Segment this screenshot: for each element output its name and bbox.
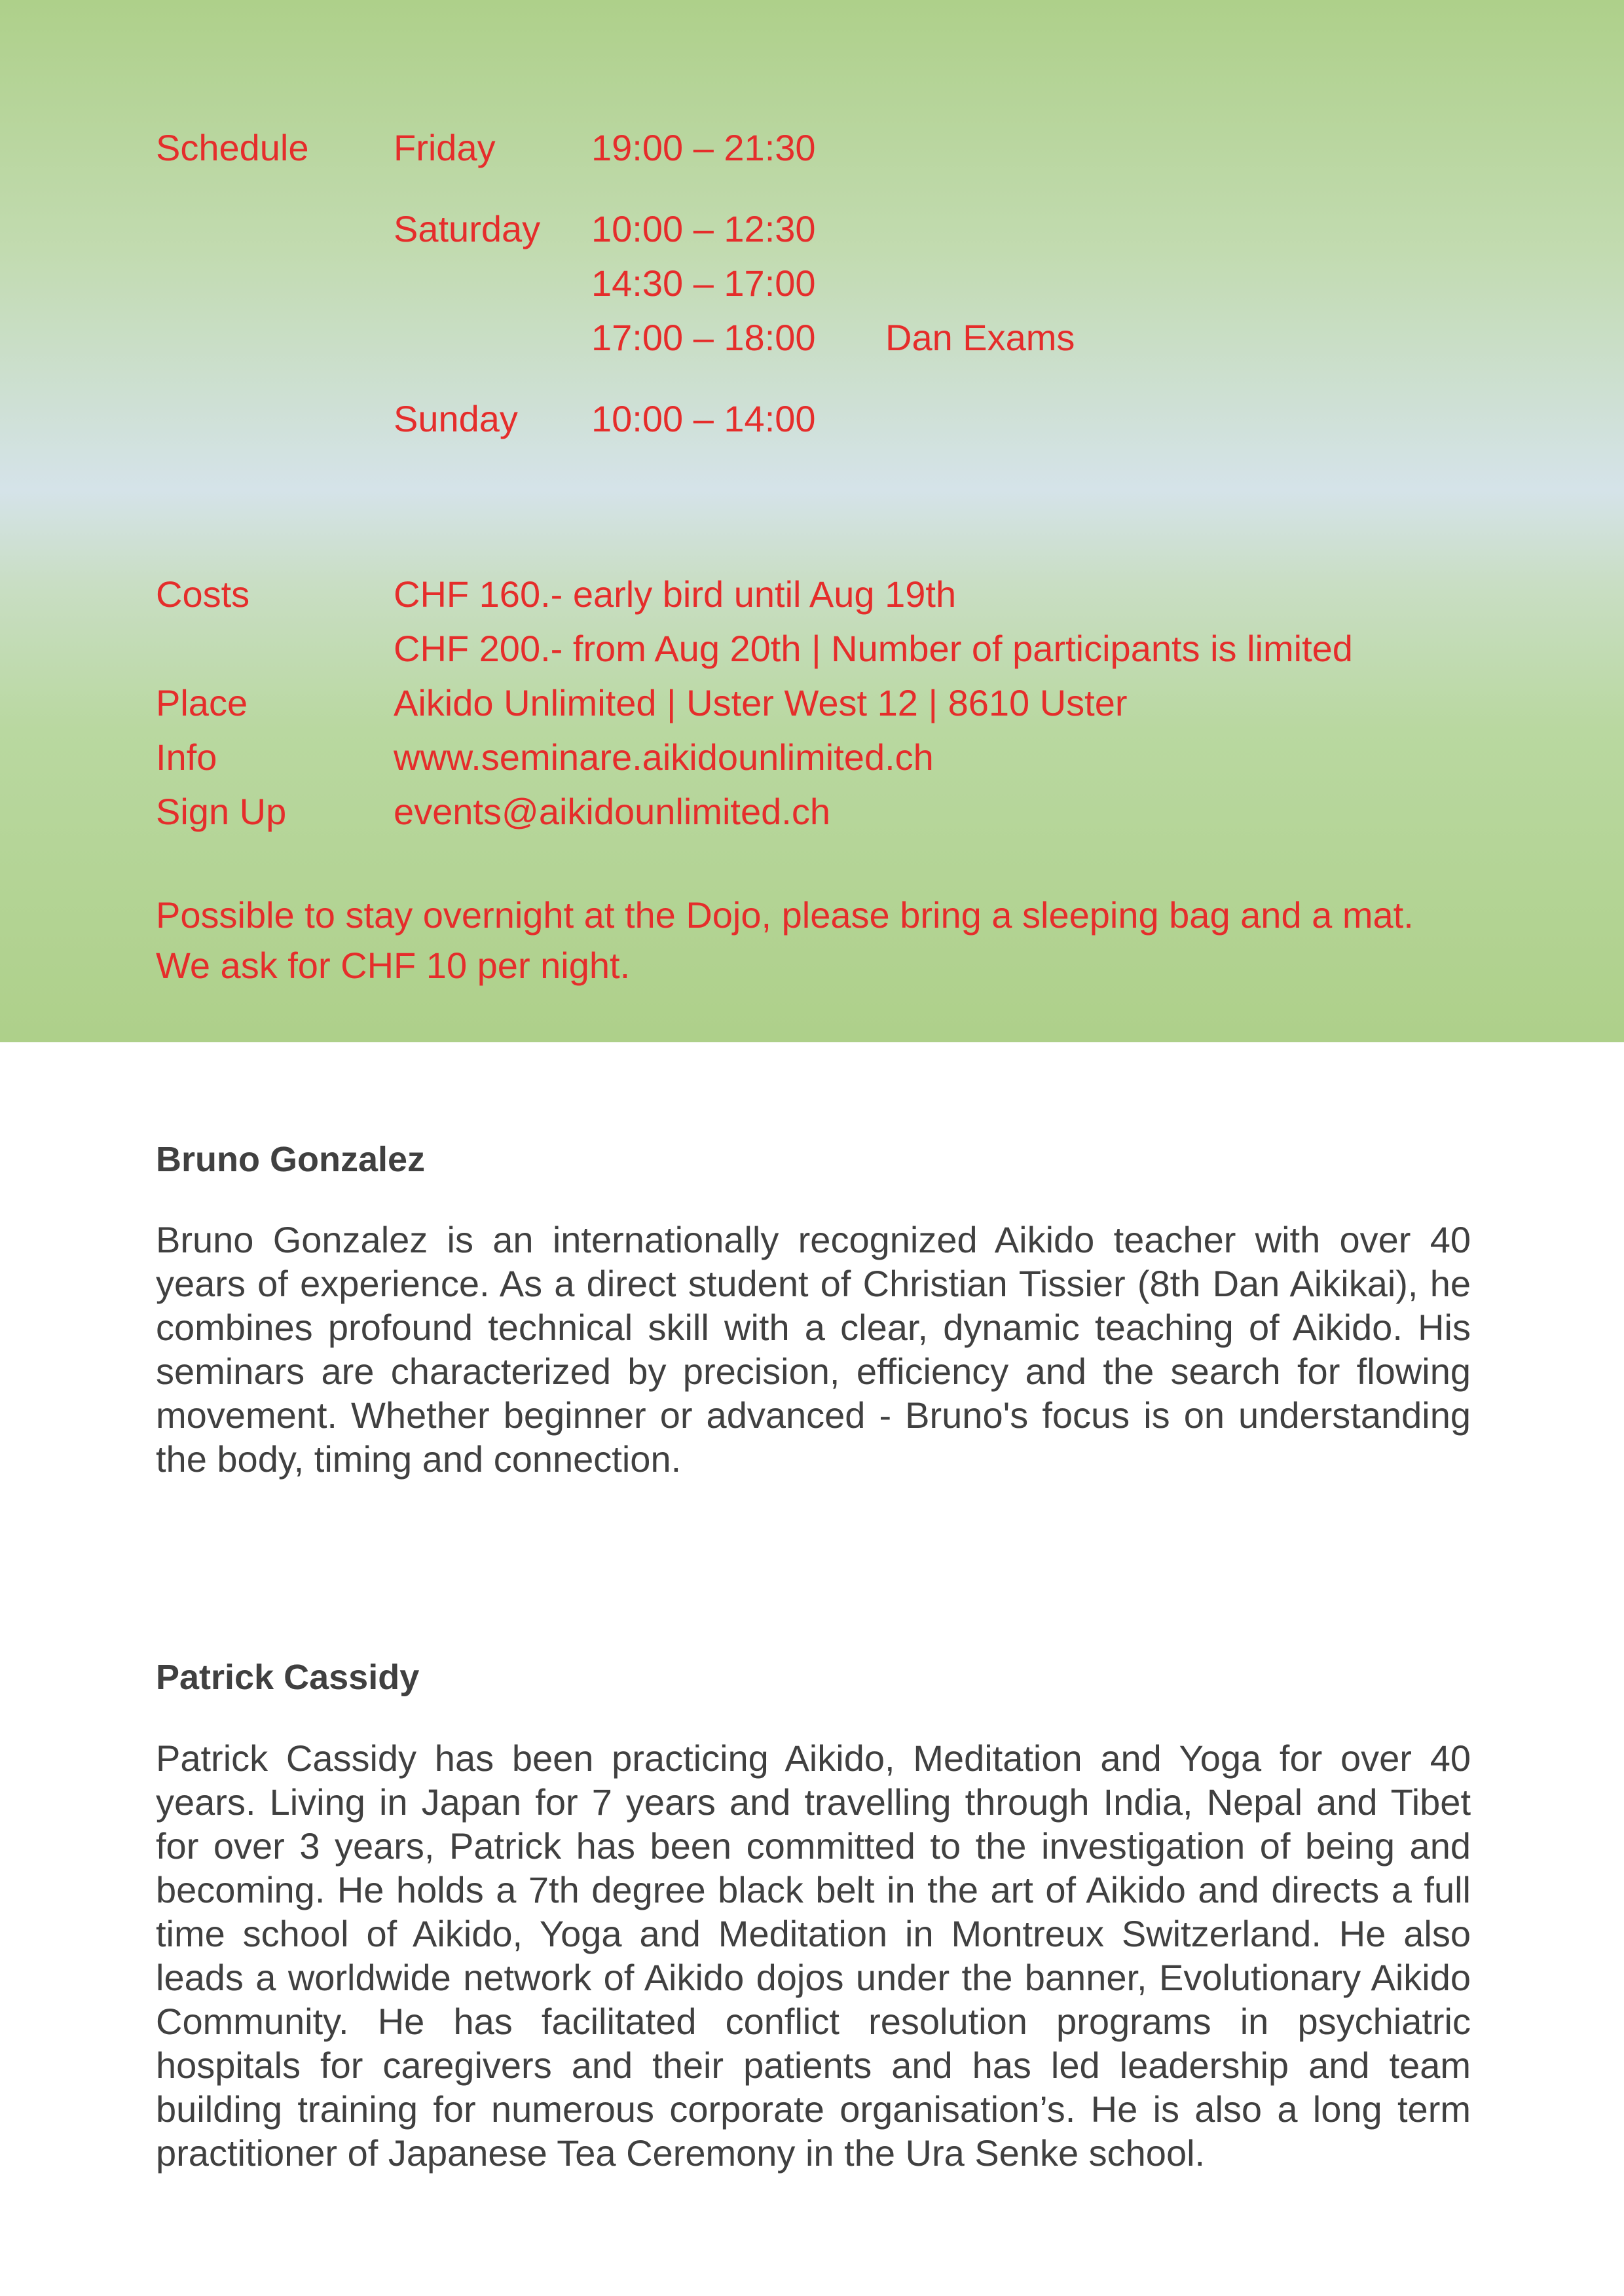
- place-value: Aikido Unlimited | Uster West 12 | 8610 Uster: [394, 682, 1128, 723]
- costs-regular: CHF 200.- from Aug 20th | Number of participants is limited: [394, 628, 1353, 669]
- saturday-label: Saturday: [394, 208, 541, 249]
- signup-label: Sign Up: [156, 791, 287, 832]
- bio-heading-bruno: Bruno Gonzalez: [156, 1140, 426, 1179]
- bio-heading-patrick: Patrick Cassidy: [156, 1658, 420, 1697]
- costs-early-bird: CHF 160.- early bird until Aug 19th: [394, 574, 957, 615]
- schedule-label: Schedule: [156, 127, 309, 168]
- sunday-label: Sunday: [394, 398, 518, 439]
- signup-email-link[interactable]: events@aikidounlimited.ch: [394, 791, 830, 832]
- saturday-time-2: 14:30 – 17:00: [591, 263, 816, 304]
- place-label: Place: [156, 682, 248, 723]
- bio-text-patrick: Patrick Cassidy has been practicing Aikido, Meditation and Yoga for over 40 years. Living in Japan for 7 years and travelling through India, Nepal and Tibet for over 3 years, Patrick has been committed to the investigation of being and becoming. He holds a 7th degree black belt in the art of Aikido and directs a full time school of Aikido, Yoga and Meditation in Montreux Switzerland. He also leads a worldwide network of Aikido dojos under the banner, Evolutionary Aikido Community. He has facilitated conflict resolution programs in psychiatric hospitals for caregivers and their patients and has led leadership and team building training for numerous corporate organisation’s. He is also a long term practitioner of Japanese Tea Ceremony in the Ura Senke school.: [156, 1738, 1471, 2174]
- friday-label: Friday: [394, 127, 496, 168]
- costs-label: Costs: [156, 574, 250, 615]
- saturday-time-1: 10:00 – 12:30: [591, 208, 816, 249]
- overnight-note-line-2: We ask for CHF 10 per night.: [156, 945, 631, 986]
- bio-text-bruno: Bruno Gonzalez is an internationally recognized Aikido teacher with over 40 years of experience. As a direct student of Christian Tissier (8th Dan Aikikai), he combines profound technical skill with a clear, dynamic teaching of Aikido. His seminars are characterized by precision, efficiency and the search for flowing movement. Whether beginner or advanced - Bruno's focus is on understanding the body, timing and connection.: [156, 1219, 1471, 1480]
- dan-exams-note: Dan Exams: [885, 317, 1075, 358]
- info-website-link[interactable]: www.seminare.aikidounlimited.ch: [394, 737, 934, 778]
- friday-time: 19:00 – 21:30: [591, 127, 816, 168]
- overnight-note-line-1: Possible to stay overnight at the Dojo, please bring a sleeping bag and a mat.: [156, 894, 1414, 936]
- saturday-time-3: 17:00 – 18:00: [591, 317, 816, 358]
- info-label: Info: [156, 737, 217, 778]
- sunday-time: 10:00 – 14:00: [591, 398, 816, 439]
